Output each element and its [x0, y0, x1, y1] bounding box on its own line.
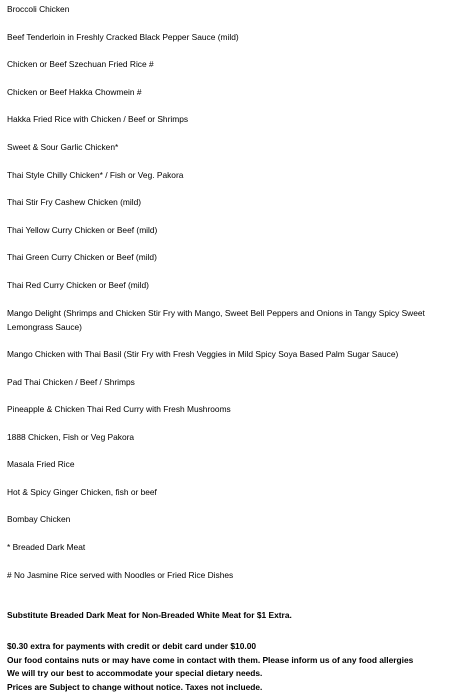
menu-item: Thai Green Curry Chicken or Beef (mild)	[7, 252, 157, 263]
menu-item: Broccoli Chicken	[7, 4, 70, 14]
dietary-note: We will try our best to accommodate your special dietary needs.	[7, 668, 263, 679]
menu-item: Sweet & Sour Garlic Chicken*	[7, 141, 119, 152]
menu-item: Masala Fried Rice	[7, 459, 75, 470]
allergy-note: Our food contains nuts or may have come in contact with them. Please inform us of any food allergies	[7, 654, 414, 665]
menu-item: Thai Yellow Curry Chicken or Beef (mild)	[7, 224, 158, 235]
menu-item: Pad Thai Chicken / Beef / Shrimps	[7, 376, 135, 387]
menu-item: Mango Chicken with Thai Basil (Stir Fry with Fresh Veggies in Mild Spicy Soya Based Palm Sugar Sauce)	[7, 348, 399, 359]
menu-item: Thai Stir Fry Cashew Chicken (mild)	[7, 197, 142, 208]
footnote-no-jasmine-rice: # No Jasmine Rice served with Noodles or Fried Rice Dishes	[7, 569, 234, 580]
notes-section	[7, 608, 469, 694]
menu-item: Chicken or Beef Szechuan Fried Rice #	[7, 59, 154, 70]
menu-item: Beef Tenderloin in Freshly Cracked Black Pepper Sauce (mild)	[7, 31, 239, 42]
menu-item: Thai Red Curry Chicken or Beef (mild)	[7, 279, 149, 290]
menu-item: Thai Style Chilly Chicken* / Fish or Veg. Pakora	[7, 169, 184, 180]
menu-list	[7, 2, 465, 595]
menu-item: Pineapple & Chicken Thai Red Curry with Fresh Mushrooms	[7, 404, 231, 415]
substitute-note: Substitute Breaded Dark Meat for Non-Breaded White Meat for $1 Extra.	[7, 610, 292, 620]
menu-item: Hot & Spicy Ginger Chicken, fish or beef	[7, 486, 157, 497]
menu-item: Chicken or Beef Hakka Chowmein #	[7, 86, 142, 97]
price-note: Prices are Subject to change without notice. Taxes not incluede.	[7, 681, 263, 692]
menu-item: Bombay Chicken	[7, 514, 71, 525]
footnote-breaded: * Breaded Dark Meat	[7, 542, 86, 553]
menu-item: 1888 Chicken, Fish or Veg Pakora	[7, 431, 135, 442]
menu-item: Mango Delight (Shrimps and Chicken Stir Fry with Mango, Sweet Bell Peppers and Onions in Tangy Spicy Sweet Lemongrass Sauce)	[7, 307, 425, 332]
menu-item: Hakka Fried Rice with Chicken / Beef or Shrimps	[7, 114, 189, 125]
card-surcharge-note: $0.30 extra for payments with credit or debit card under $10.00	[7, 641, 257, 651]
